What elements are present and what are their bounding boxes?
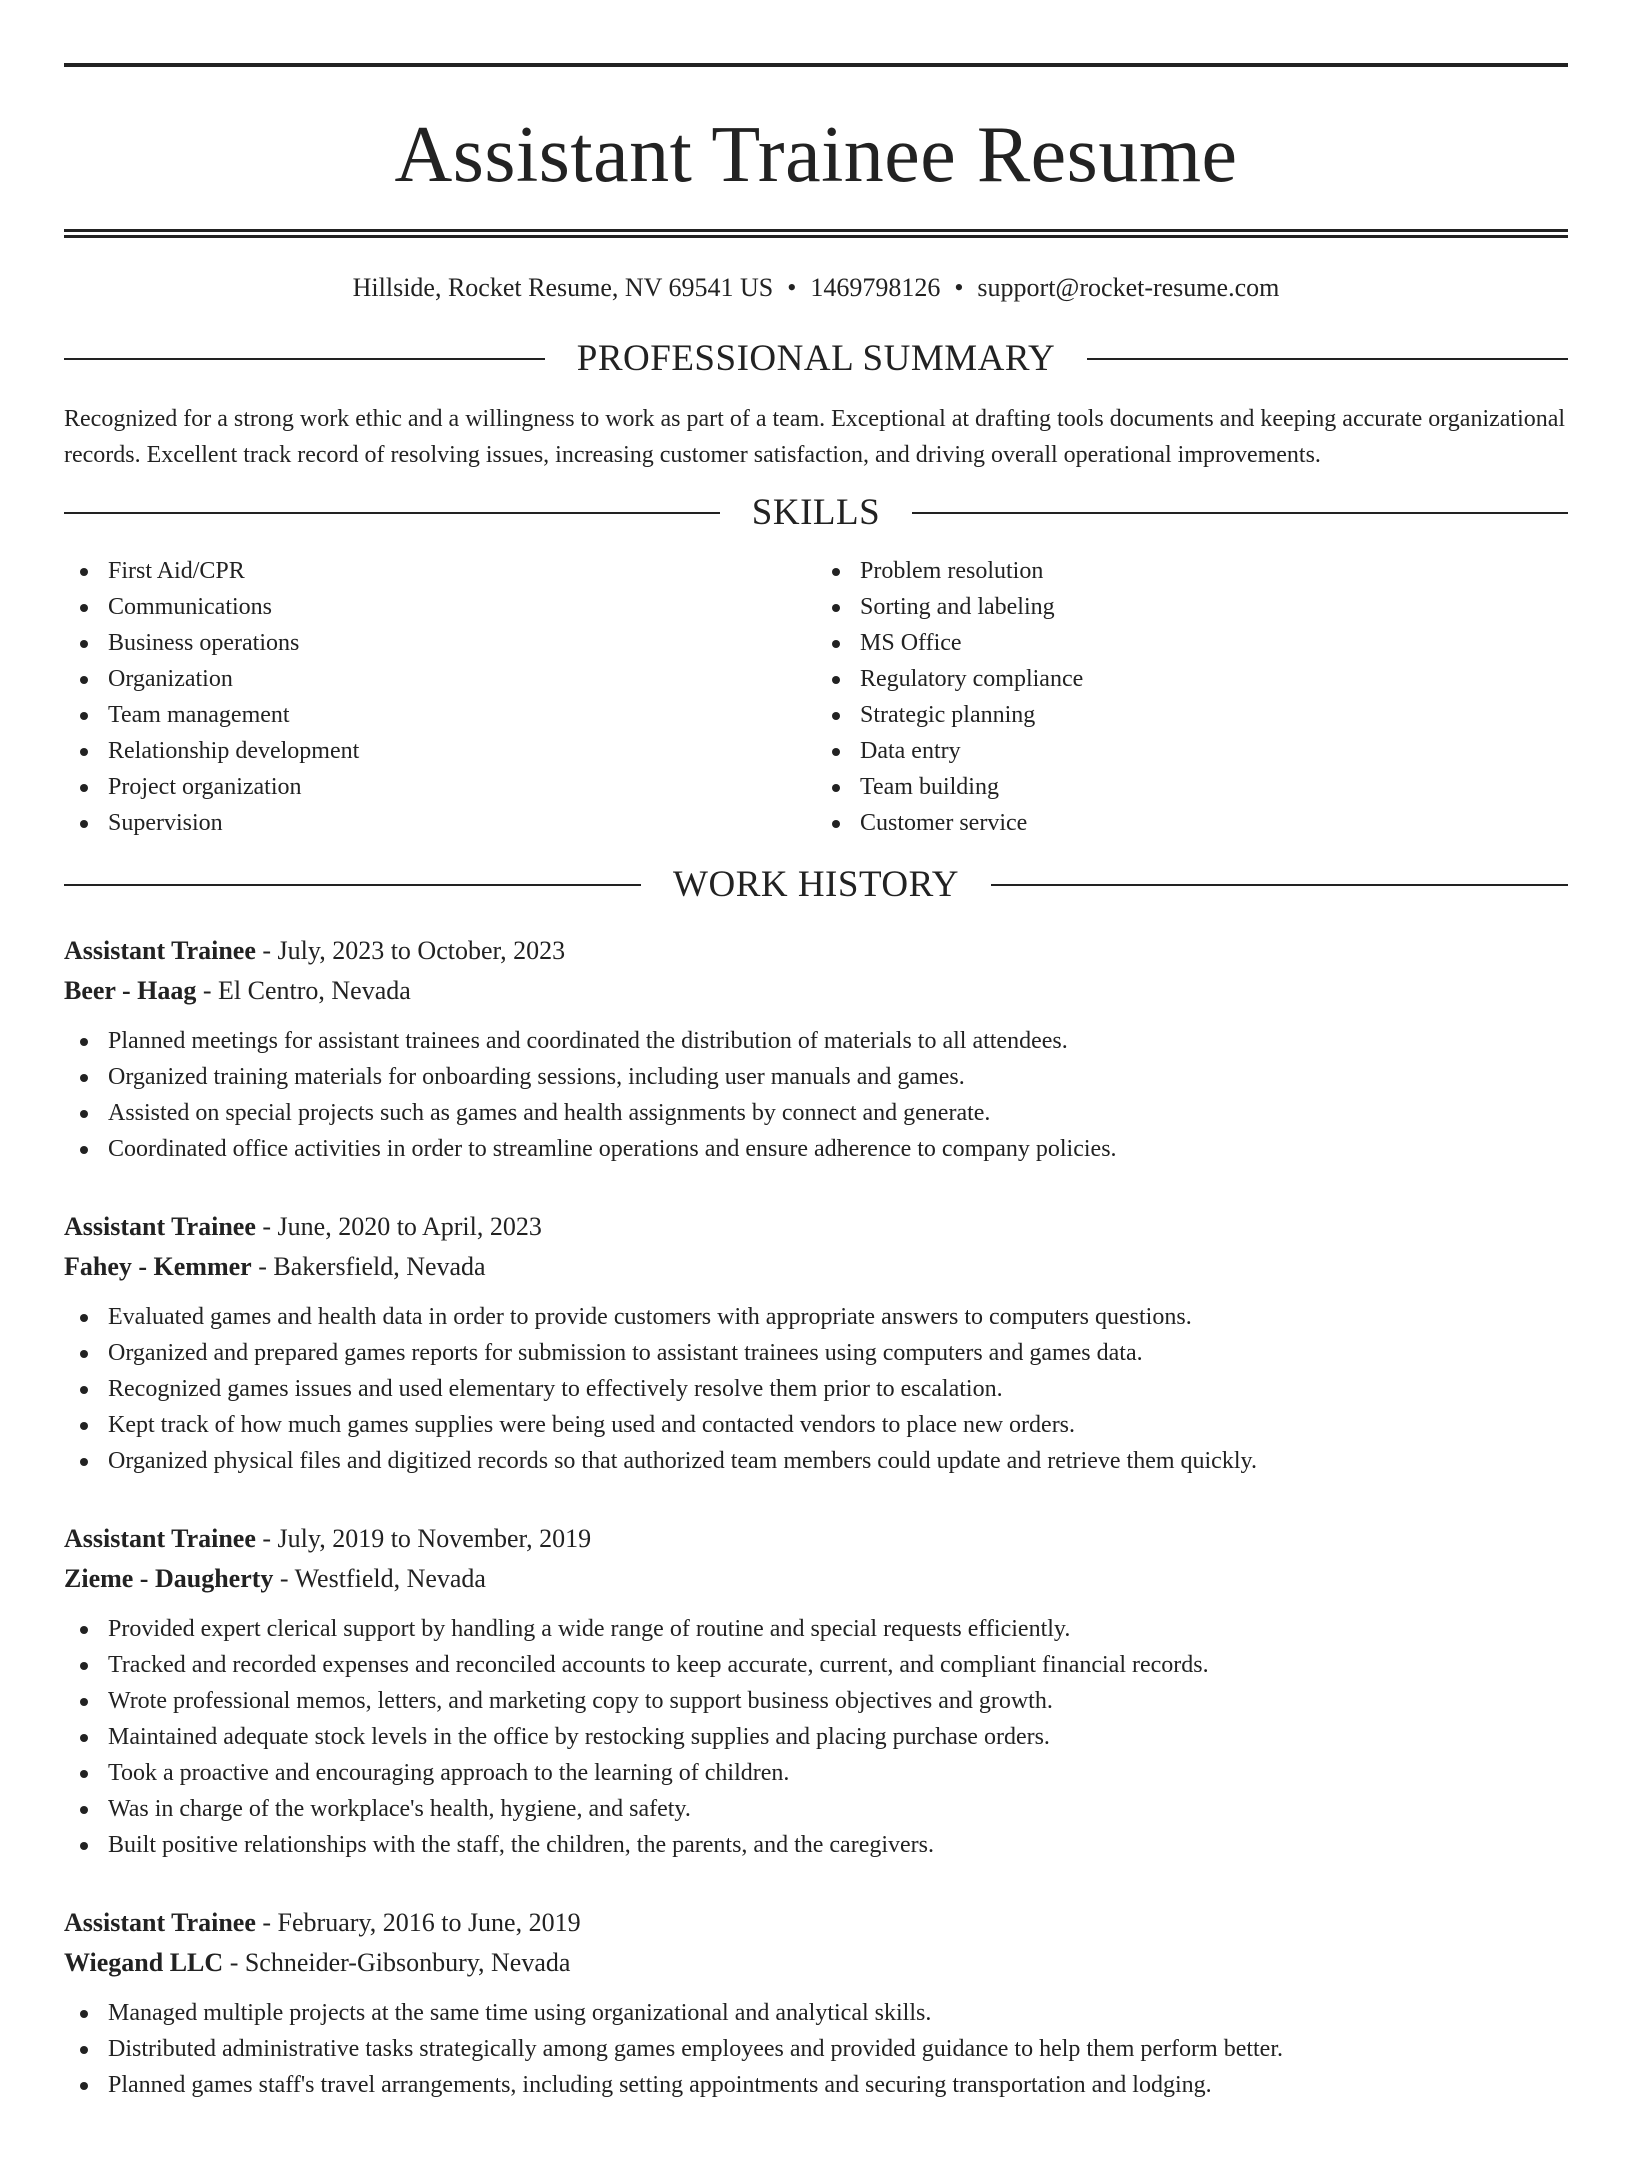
job-company: Wiegand LLC [64,1948,224,1977]
skill-item: Strategic planning [816,697,1568,733]
job-entry [64,1903,1568,2103]
job-title: Assistant Trainee [64,1524,256,1553]
job-company: Fahey - Kemmer [64,1252,252,1281]
section-divider [912,512,1568,514]
title-double-rule [64,229,1568,238]
contact-email: support@rocket-resume.com [977,273,1280,302]
job-duty-item: Planned games staff's travel arrangements, including setting appointments and securing transportation and lodging. [64,2067,1568,2103]
work-section-header [64,863,1568,907]
job-location: - Bakersfield, Nevada [251,1252,486,1281]
skill-item: Team building [816,769,1568,805]
job-duty-item: Organized training materials for onboarding sessions, including user manuals and games. [64,1059,1568,1095]
skills-column-right [816,553,1568,841]
skill-item: Data entry [816,733,1568,769]
job-duties-list [64,1023,1568,1167]
skill-item: Supervision [64,805,816,841]
job-duty-item: Provided expert clerical support by handling a wide range of routine and special requests efficiently. [64,1611,1568,1647]
job-company-line [64,1559,1568,1599]
section-divider [64,884,641,886]
skills-section-header [64,491,1568,535]
skill-item: Team management [64,697,816,733]
work-history-list [64,931,1568,2103]
job-duty-item: Wrote professional memos, letters, and marketing copy to support business objectives and growth. [64,1683,1568,1719]
contact-separator: • [787,273,797,302]
section-divider [1087,358,1568,360]
skill-item: Relationship development [64,733,816,769]
section-divider [991,884,1568,886]
job-location: - Westfield, Nevada [273,1564,486,1593]
job-title: Assistant Trainee [64,1212,256,1241]
job-title-line [64,1519,1568,1559]
skills-column-left [64,553,816,841]
skills-heading: SKILLS [751,492,881,533]
skill-item: Project organization [64,769,816,805]
skills-right-list [816,553,1568,841]
job-duty-item: Recognized games issues and used elementary to effectively resolve them prior to escalation. [64,1371,1568,1407]
job-duty-item: Planned meetings for assistant trainees and coordinated the distribution of materials to all attendees. [64,1023,1568,1059]
job-duty-item: Distributed administrative tasks strategically among games employees and provided guidance to help them perform better. [64,2031,1568,2067]
job-duty-item: Built positive relationships with the staff, the children, the parents, and the caregivers. [64,1827,1568,1863]
job-duty-item: Took a proactive and encouraging approach to the learning of children. [64,1755,1568,1791]
skills-left-list [64,553,816,841]
job-duties-list [64,1611,1568,1863]
job-company: Zieme - Daugherty [64,1564,274,1593]
job-title-line [64,1903,1568,1943]
job-title: Assistant Trainee [64,936,256,965]
job-dates: - June, 2020 to April, 2023 [255,1212,542,1241]
job-duty-item: Was in charge of the workplace's health, hygiene, and safety. [64,1791,1568,1827]
job-duties-list [64,1995,1568,2103]
skill-item: Business operations [64,625,816,661]
skills-list [64,553,1568,841]
job-company-line [64,1943,1568,1983]
job-duty-item: Organized physical files and digitized records so that authorized team members could update and retrieve them quickly. [64,1443,1568,1479]
job-location: - Schneider-Gibsonbury, Nevada [223,1948,571,1977]
job-title-line [64,1207,1568,1247]
skill-item: MS Office [816,625,1568,661]
skill-item: Communications [64,589,816,625]
summary-heading: PROFESSIONAL SUMMARY [576,338,1056,379]
job-dates: - February, 2016 to June, 2019 [255,1908,581,1937]
job-entry [64,931,1568,1167]
top-rule [64,63,1568,67]
job-duty-item: Tracked and recorded expenses and reconciled accounts to keep accurate, current, and compliant financial records. [64,1647,1568,1683]
job-location: - El Centro, Nevada [196,976,411,1005]
contact-phone: 1469798126 [810,273,941,302]
job-duty-item: Organized and prepared games reports for submission to assistant trainees using computers and games data. [64,1335,1568,1371]
job-duty-item: Maintained adequate stock levels in the office by restocking supplies and placing purchase orders. [64,1719,1568,1755]
contact-line [64,271,1568,305]
job-duties-list [64,1299,1568,1479]
contact-separator: • [954,273,964,302]
job-entry [64,1207,1568,1479]
work-heading: WORK HISTORY [673,864,959,905]
section-divider [64,358,545,360]
section-divider [64,512,720,514]
job-duty-item: Kept track of how much games supplies were being used and contacted vendors to place new orders. [64,1407,1568,1443]
resume-page [0,63,1632,2175]
job-company: Beer - Haag [64,976,197,1005]
job-company-line [64,971,1568,1011]
job-company-line [64,1247,1568,1287]
skill-item: Problem resolution [816,553,1568,589]
job-duty-item: Coordinated office activities in order to streamline operations and ensure adherence to company policies. [64,1131,1568,1167]
summary-section-header [64,337,1568,381]
resume-title: Assistant Trainee Resume [394,111,1238,199]
job-title-line [64,931,1568,971]
job-title: Assistant Trainee [64,1908,256,1937]
job-dates: - July, 2019 to November, 2019 [255,1524,592,1553]
skill-item: Organization [64,661,816,697]
job-duty-item: Managed multiple projects at the same time using organizational and analytical skills. [64,1995,1568,2031]
job-entry [64,1519,1568,1863]
summary-text: Recognized for a strong work ethic and a willingness to work as part of a team. Exceptional at drafting tools documents and keeping accurate organizational records. Excellent track record of resolving issues, increasing customer satisfaction, and driving overall operational improvements. [64,406,1566,468]
skill-item: Customer service [816,805,1568,841]
job-duty-item: Evaluated games and health data in order to provide customers with appropriate answers to computers questions. [64,1299,1568,1335]
skill-item: Regulatory compliance [816,661,1568,697]
contact-address: Hillside, Rocket Resume, NV 69541 US [352,273,774,302]
job-dates: - July, 2023 to October, 2023 [255,936,566,965]
job-duty-item: Assisted on special projects such as games and health assignments by connect and generate. [64,1095,1568,1131]
skill-item: First Aid/CPR [64,553,816,589]
skill-item: Sorting and labeling [816,589,1568,625]
